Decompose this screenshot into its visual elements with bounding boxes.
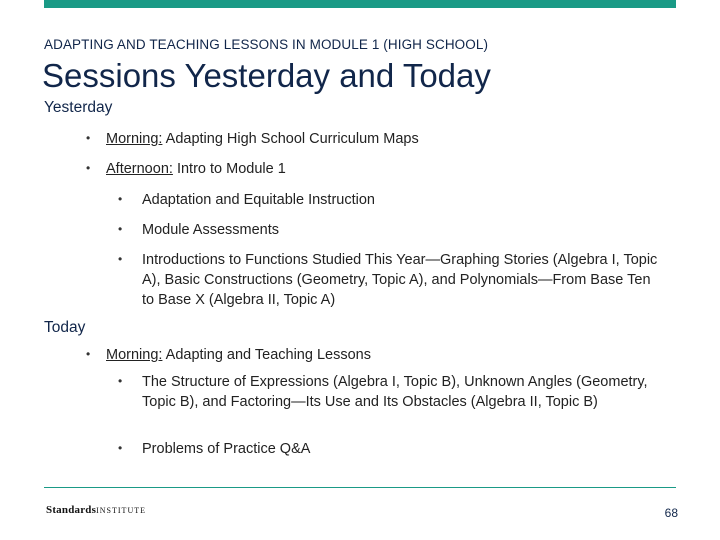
bullet-icon: • [118,222,123,236]
section-heading-yesterday: Yesterday [44,99,113,116]
item-text: Intro to Module 1 [172,161,286,177]
section-heading-today: Today [44,319,86,336]
footer-divider [44,487,676,488]
item-text: Adapting and Teaching Lessons [162,347,371,363]
bullet-icon: • [118,441,123,455]
bullet-icon: • [118,252,123,266]
bullet-icon: • [86,131,91,145]
list-item: Module Assessments [142,222,280,238]
item-label: Morning: [106,131,163,147]
logo-sub-text: INSTITUTE [96,506,146,515]
bullet-icon: • [118,374,123,388]
bullet-icon: • [86,347,91,361]
item-label: Morning: [106,347,163,363]
logo-main-text: Standards [46,504,97,516]
list-item-today-morning [106,345,666,365]
list-item-yesterday-morning [106,129,666,149]
bullet-icon: • [118,192,123,206]
page-title: Sessions Yesterday and Today [42,57,491,94]
list-item: Problems of Practice Q&A [142,441,311,457]
standards-institute-logo [46,504,146,516]
item-label: Afternoon: [106,161,173,177]
slide-kicker: ADAPTING AND TEACHING LESSONS IN MODULE 1 (HIGH SCHOOL) [44,37,489,52]
bullet-icon: • [86,161,91,175]
list-item: The Structure of Expressions (Algebra I, Topic B), Unknown Angles (Geometry, Topic B), and Factoring—Its Use and Its Obstacles (Algebra II, Topic B) [142,374,648,410]
top-accent-bar [44,0,676,8]
list-item: Adaptation and Equitable Instruction [142,192,375,208]
list-item-yesterday-afternoon [106,159,666,179]
item-text: Adapting High School Curriculum Maps [162,131,419,147]
page-number: 68 [664,506,678,520]
list-item: Introductions to Functions Studied This Year—Graphing Stories (Algebra I, Topic A), Basic Constructions (Geometry, Topic A), and Polynomials—From Base Ten to Base X (Algebra II, Topic A) [142,252,658,308]
